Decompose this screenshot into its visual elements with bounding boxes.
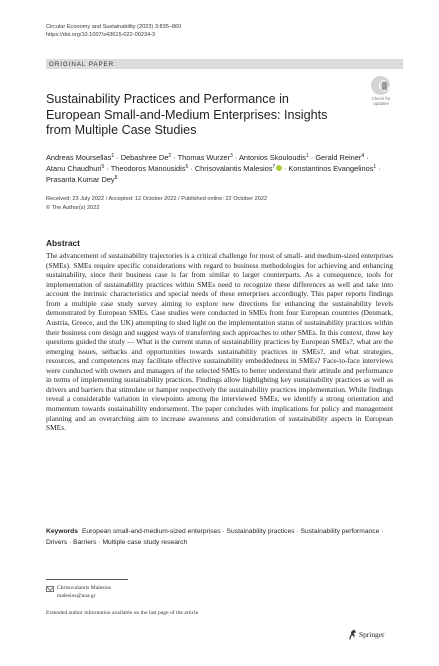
author-separator: ·: [104, 164, 111, 174]
author-list: [46, 152, 381, 185]
doi-link[interactable]: https://doi.org/10.1007/s43615-022-00234-3: [46, 32, 156, 39]
author-separator: ·: [114, 153, 121, 162]
publication-history: Received: 23 July 2022 / Accepted: 12 October 2022 / Published online: 22 October 2022: [46, 196, 268, 202]
author-name: Andreas Moursellas: [46, 153, 112, 162]
author-separator: ·: [364, 153, 369, 162]
paper-type-label: ORIGINAL PAPER: [49, 60, 115, 68]
author-name: Thomas Wurzer: [177, 153, 231, 162]
author-separator: ·: [188, 164, 195, 174]
author-affiliation-number: 4: [361, 152, 365, 159]
abstract-text: The advancement of sustainability trajectories is a critical challenge for most of small- and medium-sized enterprises (SMEs). SMEs require specific considerations with regard to business methodologies for achieving and enhancing sustainability, since their business case is far from similar to larger counterparts. As a consequence, tools for implementation of sustainability practices within SMEs need to recognize these differences as well and take into account the intrinsic characteristics and special needs of these enterprises accordingly. This paper reports findings from a multiple case study survey aiming to explore new directions for enhancing the sustainability levels demonstrated by European SMEs. Case studies were conducted in SMEs from four European countries (Denmark, Austria, Greece, and the UK) attempting to shed light on the implementation status of sustainability practices within their business core design and suggest ways of transferring such approaches to other SMEs. In this context, three key questions guided the study — What is the current status of sustainability practices by European SMEs?, what are the emerging issues, setbacks and opportunities towards sustainability practices in SMEs?, and what strategies, resources, and competences may facilitate effective sustainability embeddedness in SMEs? Face-to-face interviews were conducted with owners and managers of the selected SMEs to better understand their attitude and performance in terms of implementing sustainability practices. Findings allow highlighting key sustainability practices as well as drivers and barriers that stimulate or hamper respectively the sustainability practices implementation. While findings reveal a considerable variation in viewpoints among the interviewed SMEs, we identify a strong orientation and momentum towards sustainability endorsement. The paper concludes with implications for policy and management planning and an overarching aim to increase awareness and consideration of sustainability aspects in European SMEs.: [46, 251, 393, 433]
publisher-name: Springer: [359, 630, 385, 639]
check-for-updates-badge[interactable]: [367, 76, 395, 110]
author-affiliation-number: 3: [230, 152, 233, 159]
author-separator: ·: [171, 153, 178, 162]
crossmark-icon: [371, 76, 390, 95]
author-name: Prasanta Kumar Dey: [46, 175, 115, 185]
author-name: Atanu Chaudhuri: [46, 164, 102, 174]
envelope-icon: [46, 586, 54, 592]
copyright-notice: © The Author(s) 2022: [46, 205, 100, 211]
author[interactable]: [315, 153, 364, 162]
keywords-list: European small-and-medium-sized enterprises · Sustainability practices · Sustainability performance · Drivers · Barriers · Multiple case study research: [46, 528, 384, 546]
author-affiliation-number: 6: [185, 163, 189, 170]
author[interactable]: [46, 153, 114, 162]
author[interactable]: [239, 153, 309, 162]
author-separator: ·: [308, 153, 316, 162]
author-affiliation-number: 5: [101, 163, 105, 170]
publisher-logo: [348, 629, 408, 641]
abstract-heading: Abstract: [46, 238, 80, 248]
author-name: Antonios Skouloudis: [238, 153, 306, 162]
corresponding-author-email[interactable]: malesios@aua.gr: [57, 593, 96, 599]
author-affiliation-number: 8: [114, 174, 118, 181]
journal-citation: Circular Economy and Sustainability (2023) 3:835–860: [46, 24, 182, 30]
springer-horse-icon: [348, 629, 357, 640]
article-title: Sustainability Practices and Performance in European Small-and-Medium Enterprises: Insights from Multiple Case Studies: [46, 92, 328, 138]
check-for-updates-text: Check for updates: [371, 96, 391, 106]
author-affiliation-number: 1: [305, 152, 309, 159]
keywords-label: Keywords: [46, 528, 78, 535]
author[interactable]: [178, 153, 233, 162]
author-affiliation-number: 1: [373, 163, 377, 170]
author-affiliation-number: 2: [168, 152, 172, 159]
author[interactable]: [121, 153, 171, 162]
author-separator: ·: [232, 153, 239, 162]
author-name: Debashree De: [120, 153, 169, 162]
publication-dates: [46, 195, 346, 213]
author-name: Chrisovalantis Malesios: [194, 164, 273, 174]
corresponding-author-name: Chrisovalantis Malesios: [57, 585, 111, 591]
author[interactable]: [195, 164, 282, 173]
author-name: Konstantinos Evangelinos: [288, 164, 374, 174]
journal-info: [46, 23, 386, 39]
author-separator: ·: [281, 164, 289, 174]
keywords: [46, 527, 393, 548]
author-name: Theodoros Manousidis: [110, 164, 186, 174]
author-affiliation-number: 7: [272, 163, 276, 170]
footnote-divider: [46, 579, 128, 580]
author-name: Gerald Reiner: [315, 153, 362, 162]
author[interactable]: [46, 164, 104, 173]
author-separator: ·: [376, 164, 381, 174]
author[interactable]: [288, 164, 376, 173]
extended-author-info: Extended author information available on the last page of the article: [46, 610, 199, 616]
author[interactable]: [111, 164, 189, 173]
author[interactable]: [46, 175, 117, 184]
author-affiliation-number: 1: [111, 152, 115, 159]
